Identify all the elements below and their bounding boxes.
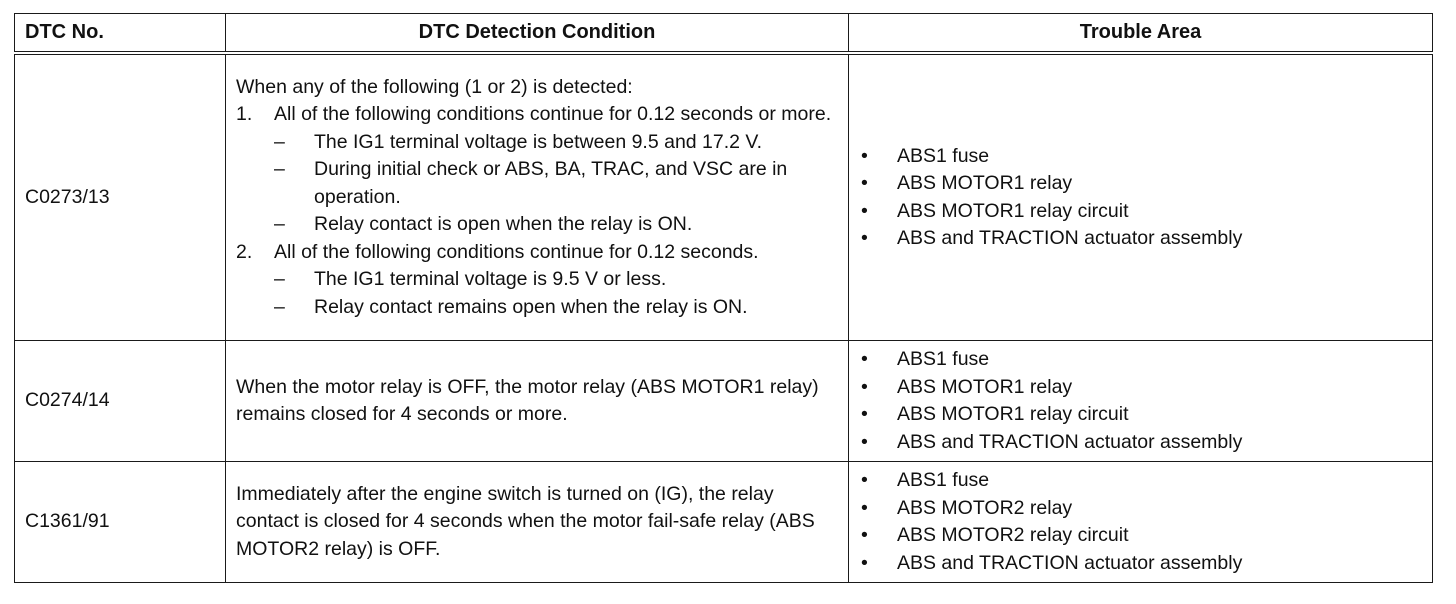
trouble-area-item — [859, 346, 1422, 374]
trouble-area-text: ABS1 fuse — [897, 348, 990, 370]
bullet-marker: • — [861, 403, 868, 425]
trouble-area-text: ABS MOTOR1 relay — [897, 172, 1073, 194]
table-row — [15, 53, 1433, 341]
dtc-code-cell: C0274/14 — [15, 341, 226, 462]
trouble-area-text: ABS1 fuse — [897, 469, 990, 491]
trouble-area-item — [859, 198, 1422, 226]
subitem-text: Relay contact remains open when the relay is ON. — [314, 295, 748, 318]
item-text: All of the following conditions continue for 0.12 seconds. — [274, 240, 759, 263]
dtc-code-cell: C0273/13 — [15, 53, 226, 341]
trouble-area-item — [859, 143, 1422, 171]
bullet-marker: • — [861, 375, 868, 398]
bullet-marker: • — [861, 496, 868, 519]
trouble-area-item — [859, 522, 1422, 550]
trouble-area-text: ABS MOTOR2 relay circuit — [897, 524, 1129, 546]
subitem-text: The IG1 terminal voltage is 9.5 V or less. — [314, 268, 667, 291]
condition-subitem — [236, 156, 838, 211]
header-row — [15, 14, 1433, 54]
bullet-marker: • — [861, 172, 868, 194]
dash-marker: – — [274, 130, 285, 153]
detection-condition-cell: When the motor relay is OFF, the motor relay (ABS MOTOR1 relay) remains closed for 4 seconds or more. — [226, 341, 849, 462]
condition-subitem — [236, 211, 838, 239]
condition-subitem — [236, 129, 838, 157]
trouble-area-cell — [849, 53, 1433, 341]
condition-intro: When any of the following (1 or 2) is detected: — [236, 75, 633, 98]
item-number: 2. — [236, 240, 253, 263]
condition-subitem — [236, 294, 838, 322]
detection-condition-cell: Immediately after the engine switch is turned on (IG), the relay contact is closed for 4 seconds when the motor fail-safe relay (ABS MOTOR2 relay) is OFF. — [226, 462, 849, 583]
bullet-marker: • — [861, 227, 868, 249]
bullet-marker: • — [861, 469, 868, 491]
trouble-area-item — [859, 495, 1422, 523]
dash-marker: – — [274, 213, 285, 236]
subitem-text: The IG1 terminal voltage is between 9.5 and 17.2 V. — [314, 130, 763, 153]
item-text: All of the following conditions continue for 0.12 seconds or more. — [274, 103, 832, 126]
trouble-area-text: ABS MOTOR1 relay circuit — [897, 199, 1129, 222]
header-detection-condition: DTC Detection Condition — [226, 14, 849, 54]
header-dtc-no: DTC No. — [15, 14, 226, 54]
dtc-code-cell: C1361/91 — [15, 462, 226, 583]
item-number: 1. — [236, 103, 253, 126]
trouble-area-list — [859, 346, 1422, 456]
trouble-area-cell — [849, 341, 1433, 462]
condition-item — [236, 239, 838, 267]
trouble-area-item — [859, 170, 1422, 198]
subitem-text: Relay contact is open when the relay is ON. — [314, 213, 693, 236]
trouble-area-cell — [849, 462, 1433, 583]
condition-subitem — [236, 266, 838, 294]
condition-item — [236, 101, 838, 129]
trouble-area-text: ABS MOTOR1 relay circuit — [897, 403, 1129, 425]
bullet-marker: • — [861, 144, 868, 167]
dash-marker: – — [274, 295, 285, 318]
trouble-area-list — [859, 143, 1422, 253]
bullet-marker: • — [861, 551, 868, 574]
trouble-area-text: ABS MOTOR1 relay — [897, 375, 1073, 398]
trouble-area-text: ABS and TRACTION actuator assembly — [897, 430, 1243, 453]
detection-condition-cell — [226, 53, 849, 341]
trouble-area-text: ABS and TRACTION actuator assembly — [897, 227, 1243, 249]
trouble-area-text: ABS and TRACTION actuator assembly — [897, 551, 1243, 574]
trouble-area-item — [859, 225, 1422, 253]
dash-marker: – — [274, 158, 285, 181]
trouble-area-item — [859, 401, 1422, 429]
table-body — [15, 53, 1433, 583]
subitem-text: During initial check or ABS, BA, TRAC, and VSC are in operation. — [314, 158, 788, 208]
dash-marker: – — [274, 268, 285, 291]
bullet-marker: • — [861, 430, 868, 453]
header-trouble-area: Trouble Area — [849, 14, 1433, 54]
trouble-area-list — [859, 467, 1422, 577]
trouble-area-text: ABS MOTOR2 relay — [897, 496, 1073, 519]
table-row — [15, 341, 1433, 462]
table-header — [15, 14, 1433, 54]
trouble-area-item — [859, 374, 1422, 402]
trouble-area-text: ABS1 fuse — [897, 144, 990, 167]
bullet-marker: • — [861, 348, 868, 370]
trouble-area-item — [859, 429, 1422, 457]
trouble-area-item — [859, 467, 1422, 495]
dtc-table — [14, 13, 1433, 583]
bullet-marker: • — [861, 199, 868, 222]
trouble-area-item — [859, 550, 1422, 578]
bullet-marker: • — [861, 524, 868, 546]
table-row — [15, 462, 1433, 583]
